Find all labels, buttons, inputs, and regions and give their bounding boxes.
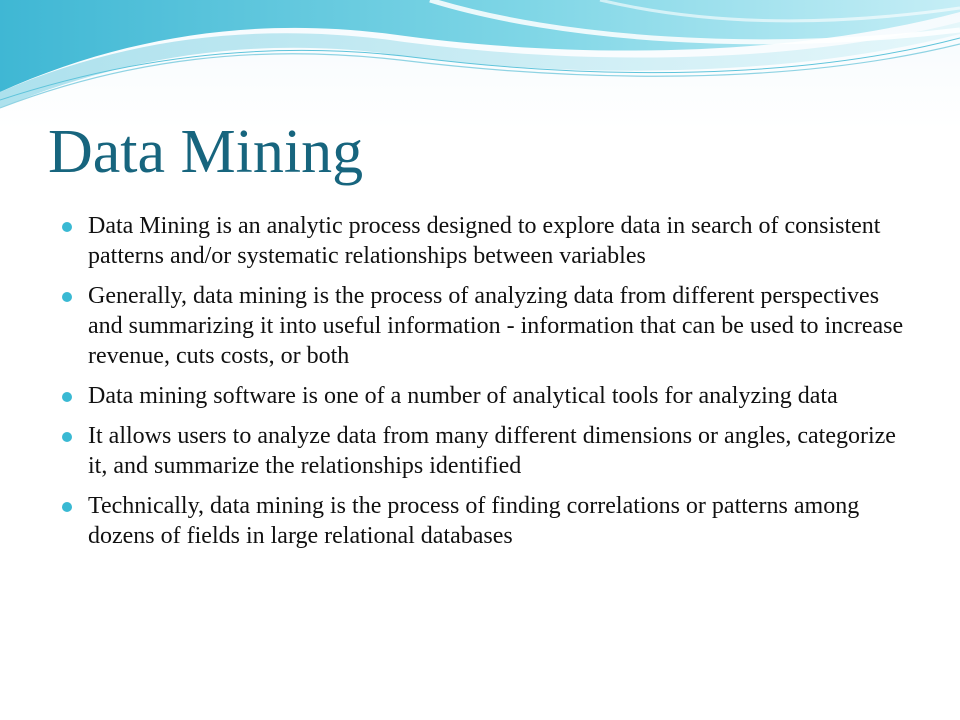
bullet-item (62, 491, 912, 551)
bullet-text: Technically, data mining is the process of finding correlations or patterns among dozens of fields in large relational databases (88, 493, 860, 549)
bullet-item (62, 421, 912, 481)
bullet-text: Data mining software is one of a number of analytical tools for analyzing data (88, 383, 838, 409)
bullet-dot-icon (62, 502, 72, 512)
bullet-dot-icon (62, 292, 72, 302)
bullet-dot-icon (62, 222, 72, 232)
decorative-wave-header (0, 0, 960, 120)
bullet-text: It allows users to analyze data from many different dimensions or angles, categorize it, and summarize the relationships identified (88, 423, 896, 479)
slide-title: Data Mining (48, 118, 364, 186)
bullet-item (62, 381, 912, 411)
bullet-text: Data Mining is an analytic process designed to explore data in search of consistent patterns and/or systematic relationships between variables (88, 213, 881, 269)
bullet-list (62, 211, 912, 561)
bullet-text: Generally, data mining is the process of analyzing data from different perspectives and summarizing it into useful information - information that can be used to increase revenue, cuts costs, or both (88, 283, 904, 369)
bullet-item (62, 211, 912, 271)
bullet-dot-icon (62, 432, 72, 442)
bullet-dot-icon (62, 392, 72, 402)
bullet-item (62, 281, 912, 371)
